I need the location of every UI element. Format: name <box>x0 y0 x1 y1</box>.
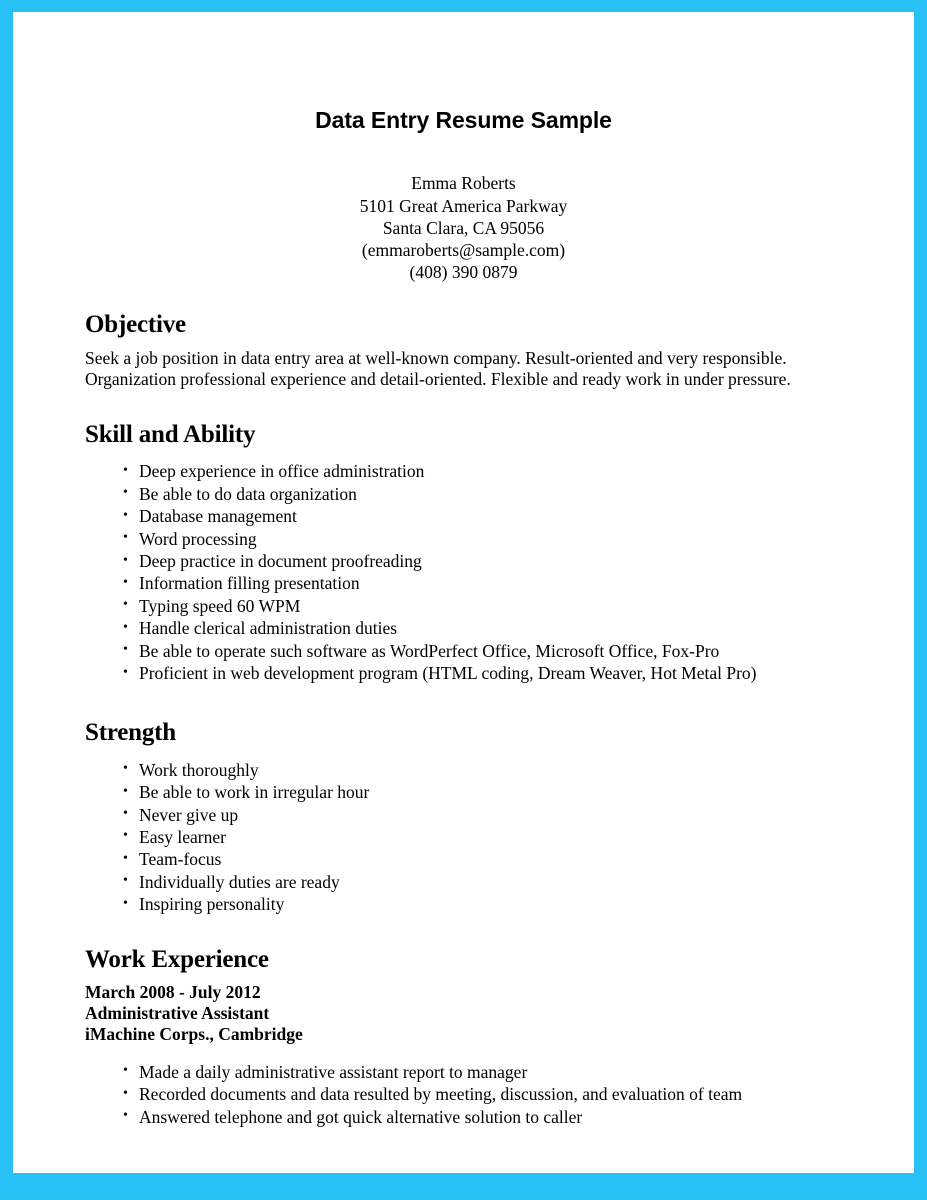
list-item: • Be able to work in irregular hour <box>123 781 842 803</box>
objective-line: Organization professional experience and detail-oriented. Flexible and ready work in under pressure. <box>85 369 791 390</box>
list-item: • Never give up <box>123 804 842 826</box>
list-item: • Handle clerical administration duties <box>123 617 842 639</box>
work-duties-list <box>85 1061 842 1128</box>
section-heading-skill-and-ability: Skill and Ability <box>85 421 256 449</box>
list-item: • Proficient in web development program (HTML coding, Dream Weaver, Hot Metal Pro) <box>123 662 842 684</box>
job-entry-header <box>85 982 842 1046</box>
list-item: • Be able to operate such software as WordPerfect Office, Microsoft Office, Fox-Pro <box>123 640 842 662</box>
job-dates: March 2008 - July 2012 <box>85 981 261 1002</box>
list-item: • Made a daily administrative assistant report to manager <box>123 1061 842 1083</box>
job-position: Administrative Assistant <box>85 1003 270 1024</box>
list-item: • Work thoroughly <box>123 759 842 781</box>
contact-street: 5101 Great America Parkway <box>359 195 568 216</box>
contact-block <box>85 172 842 283</box>
resume-page <box>13 12 914 1173</box>
list-item: • Recorded documents and data resulted by meeting, discussion, and evaluation of team <box>123 1083 842 1105</box>
objective-line: Seek a job position in data entry area at well-known company. Result-oriented and very responsible. <box>85 347 787 368</box>
list-item: • Typing speed 60 WPM <box>123 595 842 617</box>
contact-city-state-zip: Santa Clara, CA 95056 <box>382 217 545 238</box>
section-heading-strength: Strength <box>85 719 177 747</box>
list-item: • Deep experience in office administration <box>123 460 842 482</box>
list-item: • Deep practice in document proofreading <box>123 550 842 572</box>
list-item: • Team-focus <box>123 848 842 870</box>
section-heading-objective: Objective <box>85 311 186 339</box>
skill-list <box>85 460 842 684</box>
resume-content <box>13 12 914 1128</box>
job-employer: iMachine Corps., Cambridge <box>85 1024 303 1045</box>
list-item: • Information filling presentation <box>123 572 842 594</box>
strength-list <box>85 759 842 916</box>
contact-name: Emma Roberts <box>411 173 516 194</box>
list-item: • Inspiring personality <box>123 893 842 915</box>
contact-phone: (408) 390 0879 <box>409 262 518 283</box>
page-title: Data Entry Resume Sample <box>315 107 612 133</box>
list-item: • Be able to do data organization <box>123 483 842 505</box>
contact-email: (emmaroberts@sample.com) <box>361 239 566 260</box>
list-item: • Individually duties are ready <box>123 871 842 893</box>
list-item: • Word processing <box>123 528 842 550</box>
section-heading-work-experience: Work Experience <box>85 945 269 973</box>
list-item: • Easy learner <box>123 826 842 848</box>
list-item: • Answered telephone and got quick alternative solution to caller <box>123 1106 842 1128</box>
objective-paragraph <box>85 348 842 392</box>
list-item: • Database management <box>123 505 842 527</box>
